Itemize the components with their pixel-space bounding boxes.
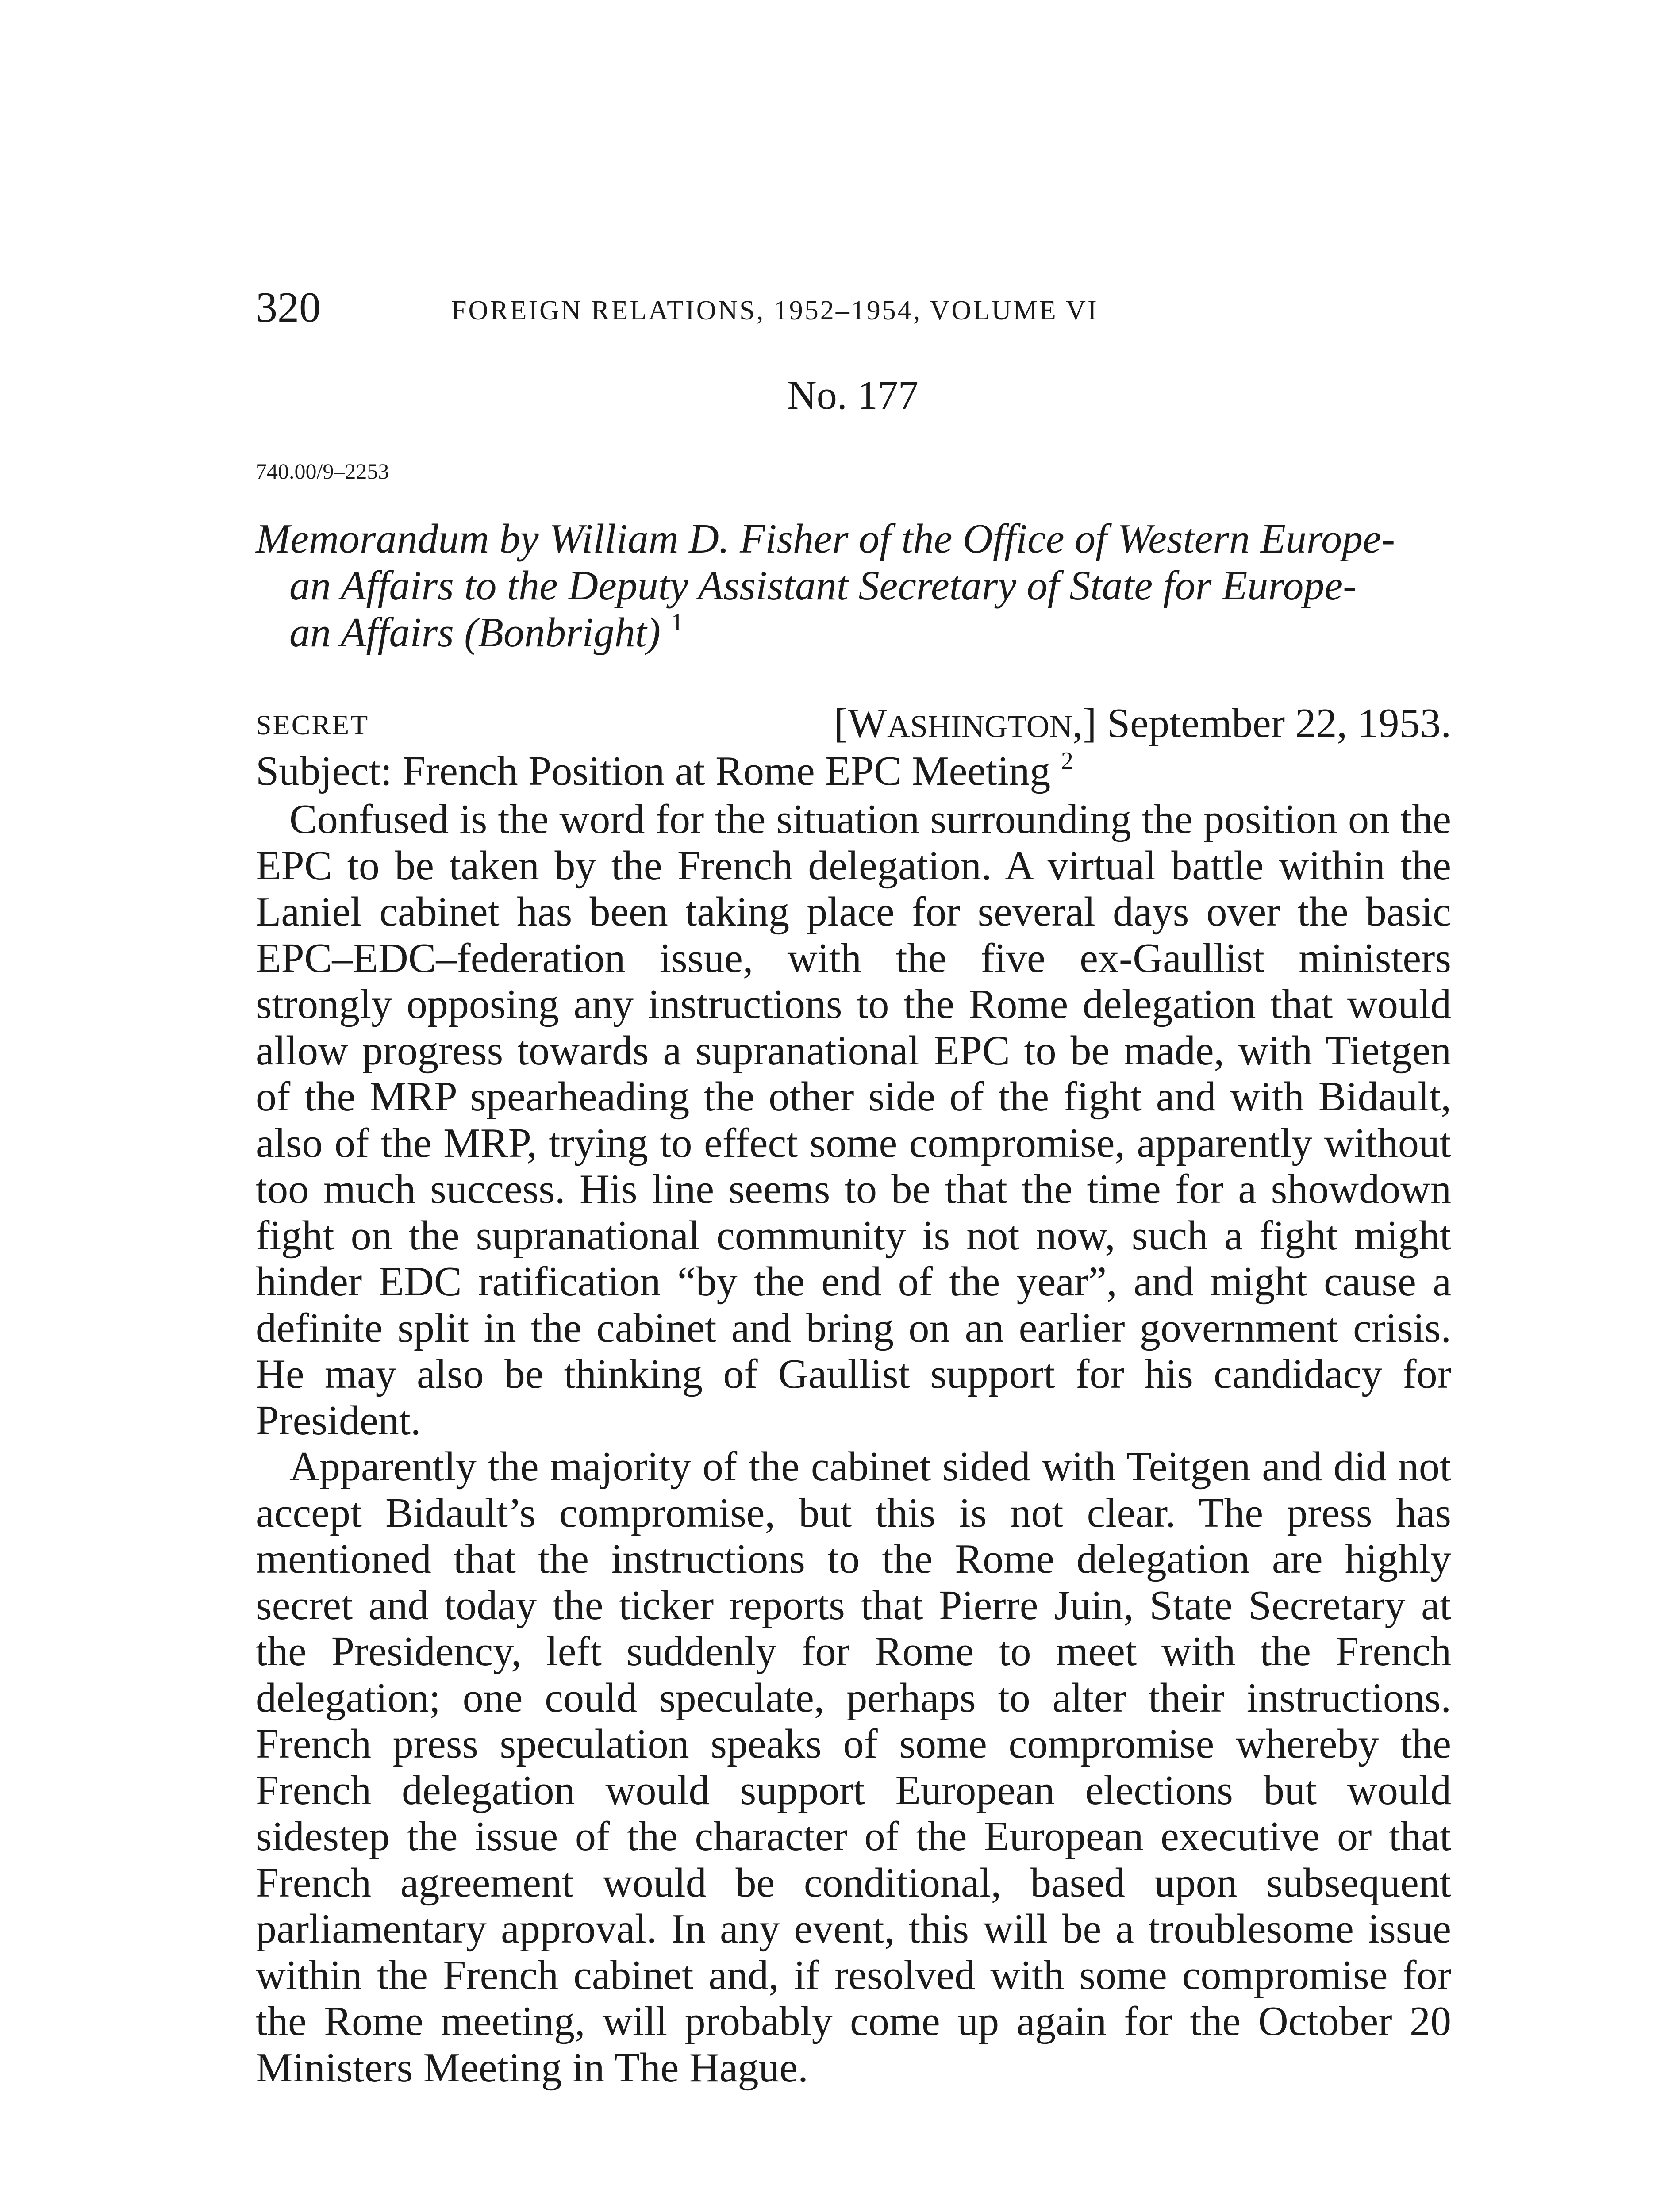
- running-head: [256, 283, 1450, 332]
- footnote-marker: 2: [1061, 747, 1073, 775]
- footnote-marker: 1: [671, 609, 684, 636]
- subject-line: [256, 747, 1073, 795]
- document-date: September 22, 1953.: [1107, 700, 1451, 746]
- document-number: No. 177: [787, 373, 919, 418]
- place-small-caps: ASHINGTON: [887, 709, 1072, 744]
- body-paragraph: Apparently the majority of the cabinet sided with Teitgen and did not accept Bidault’s compromise, but this is not clear. The press has mentioned that the instructions to the Rome delegation are highly secret and today the ticker reports that Pierre Juin, State Secretary at the Presidency, left suddenly for Rome to meet with the French delegation; one could speculate, perhaps to alter their instructions. French press speculation speaks of some compromise whereby the French delegation would support European elections but would sidestep the issue of the character of the European executive or that French agreement would be conditional, based upon subsequent parliamentary approval. In any event, this will be a troublesome issue within the French cabinet and, if resolved with some compromise for the Rome meeting, will probably come up again for the October 20 Ministers Meeting in The Hague.: [256, 1444, 1451, 2091]
- title-line: [256, 609, 1459, 656]
- title-line: Memorandum by William D. Fisher of the Office of Western Europe-: [256, 516, 1395, 562]
- place-and-date: [834, 699, 1451, 751]
- title-line-text: an Affairs (Bonbright): [289, 610, 661, 656]
- title-line: an Affairs to the Deputy Assistant Secretary of State for Europe-: [289, 563, 1357, 609]
- subject-text: Subject: French Position at Rome EPC Meeting: [256, 748, 1051, 794]
- place-close-bracket: ,]: [1072, 700, 1097, 746]
- dateline: [256, 699, 1451, 748]
- classification-label: SECRET: [256, 709, 369, 741]
- page-number: 320: [256, 284, 321, 331]
- place-first-letter: W: [848, 700, 888, 746]
- place-open-bracket: [: [834, 700, 848, 746]
- memo-body: [256, 796, 1451, 2091]
- file-reference: 740.00/9–2253: [256, 459, 389, 484]
- running-title: FOREIGN RELATIONS, 1952–1954, VOLUME VI: [451, 296, 1099, 326]
- document-title: [256, 515, 1459, 656]
- body-paragraph: Confused is the word for the situation surrounding the position on the EPC to be taken by the French delegation. A virtual battle within the Laniel cabinet has been taking place for several days over the basic EPC–EDC–federation issue, with the five ex-Gaullist ministers strongly opposing any instructions to the Rome delegation that would allow progress towards a supranational EPC to be made, with Tietgen of the MRP spearheading the other side of the fight and with Bidault, also of the MRP, trying to effect some compromise, apparently without too much success. His line seems to be that the time for a showdown fight on the supranational community is not now, such a fight might hinder EDC ratification “by the end of the year”, and might cause a definite split in the cabinet and bring on an earlier government crisis. He may also be thinking of Gaullist support for his candidacy for President.: [256, 796, 1451, 1444]
